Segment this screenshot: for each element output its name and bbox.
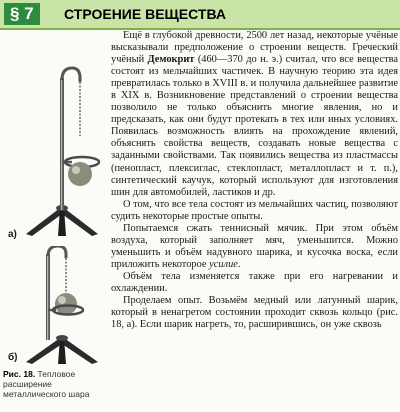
figure-caption (3, 369, 107, 399)
section-header (0, 0, 400, 30)
paragraph-5: Проделаем опыт. Возьмём медный или латунный шарик, который в ненагретом состоянии проходит сквозь кольцо (рис. 18, а). Если шарик нагреть, то, расширившись, он уже сквозь (111, 295, 398, 331)
paragraph-3-part-b: . (237, 258, 241, 270)
figure-a-label: а) (8, 229, 17, 240)
metal-ball (68, 162, 92, 186)
paragraph-1-part-b: (460—370 до н. э.) считал, что все вещества состоят из мельчайших частичек. В научную теорию эта идея превратилась только в XVIII в. и получила дальнейшее развитие в XIX в. Возникновение представлений о строении вещества позволило не только объяснить многие явления, но и предсказать, как они будут протекать в тех или иных условиях. Появилась возможность влиять на прохождение явлений, объяснять свойства веществ, создавать новые вещества с заданными свойствами. Так появились вещества из пластмассы (пенопласт, плексиглас, стеклопласт, металлопласт и т. п.), синтетический каучук, который используют для изготовления шин для автомобилей, ластиков и др. (111, 54, 398, 198)
body-text (111, 30, 398, 331)
paragraph-1 (111, 30, 398, 199)
paragraph-4: Объём тела изменяется также при его нагревании и охлаждении. (111, 270, 398, 294)
caption-label: Рис. 18. (3, 369, 36, 379)
figure-18a-illustration (2, 58, 106, 240)
metal-ball (55, 293, 77, 315)
paragraph-3 (111, 223, 398, 271)
paragraph-3-part-a: Попытаемся сжать теннисный мячик. При этом объём воздуха, который заполняет мяч, уменьшится. Можно уменьшить и объём надувного шарика, и кусочка воска, если приложить некоторое (111, 222, 398, 270)
paragraph-1-part-a: Ещё в глубокой древности, 2500 лет назад, некоторые учёные высказывали предположение о строении веществ. Греческий учёный (111, 30, 398, 66)
stand-hook (48, 246, 66, 258)
figure-18b-illustration (2, 246, 106, 366)
term-effort: усилие (209, 258, 238, 270)
paragraph-2: О том, что все тела состоят из мельчайших частиц, позволяют судить некоторые простые опыты. (111, 198, 398, 222)
stand-hook (62, 68, 80, 82)
figure-b-label: б) (8, 352, 18, 363)
scientist-name: Демокрит (147, 54, 195, 66)
section-number: § 7 (4, 3, 40, 25)
tripod-base (26, 335, 98, 364)
section-title: СТРОЕНИЕ ВЕЩЕСТВА (64, 6, 226, 22)
caption-text: Тепловое расширение металлического шара (3, 369, 90, 399)
